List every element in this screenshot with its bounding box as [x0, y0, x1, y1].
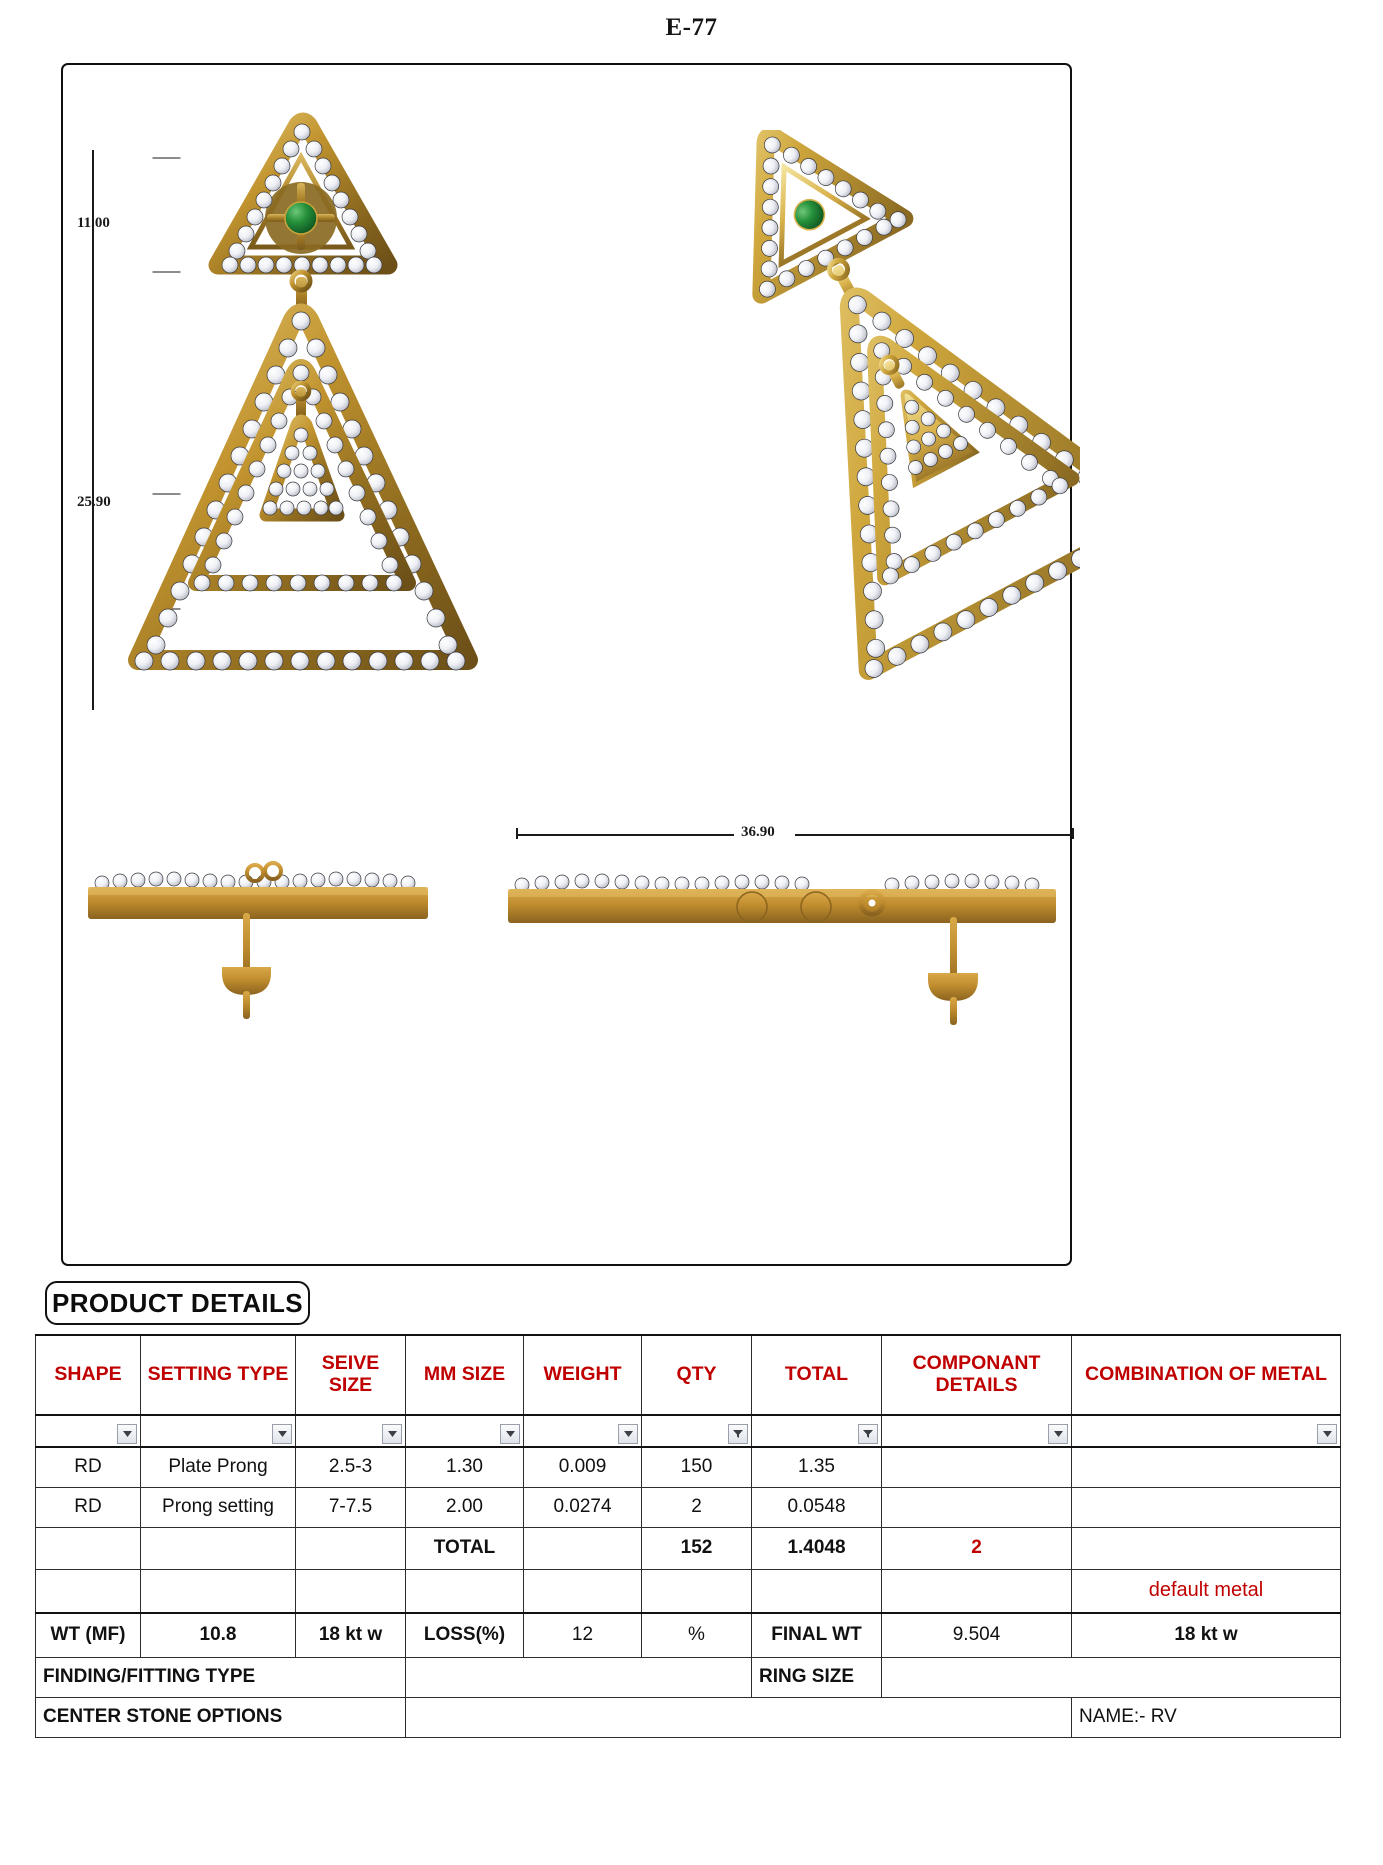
final-wt-value: 9.504: [882, 1613, 1072, 1657]
dimension-label-2590: 25.90: [77, 494, 111, 510]
ring-size-value: [882, 1657, 1341, 1697]
blank-cell-6: [642, 1569, 752, 1613]
final-wt-label: FINAL WT: [752, 1613, 882, 1657]
total-cell-componant-details: 2: [882, 1527, 1072, 1569]
cell-qty: 150: [642, 1447, 752, 1487]
page-title: E-77: [665, 14, 718, 41]
karat-value: 18 kt w: [296, 1613, 406, 1657]
column-header-seive-size: SEIVE SIZE: [296, 1335, 406, 1415]
filter-dropdown-icon[interactable]: [618, 1424, 638, 1444]
cell-qty: 2: [642, 1487, 752, 1527]
cell-shape: RD: [36, 1487, 141, 1527]
column-header-setting-type: SETTING TYPE: [141, 1335, 296, 1415]
filter-cell-shape[interactable]: [36, 1415, 141, 1447]
filter-cell-total[interactable]: [752, 1415, 882, 1447]
cell-weight: 0.009: [524, 1447, 642, 1487]
table-weight-row: [36, 1613, 1341, 1657]
blank-cell-8: [882, 1569, 1072, 1613]
filter-cell-mm-size[interactable]: [406, 1415, 524, 1447]
cell-setting-type: Plate Prong: [141, 1447, 296, 1487]
filter-cell-setting-type[interactable]: [141, 1415, 296, 1447]
blank-cell-7: [752, 1569, 882, 1613]
table-header-row: [36, 1335, 1341, 1415]
center-stone-options-value: [406, 1697, 1072, 1737]
total-cell-seive-size: [296, 1527, 406, 1569]
filter-dropdown-icon[interactable]: [272, 1424, 292, 1444]
default-metal-label: default metal: [1072, 1569, 1341, 1613]
finding-fitting-type-value: [406, 1657, 752, 1697]
filter-dropdown-icon[interactable]: [382, 1424, 402, 1444]
total-cell-qty: 152: [642, 1527, 752, 1569]
table-default-metal-row: [36, 1569, 1341, 1613]
cell-seive-size: 7-7.5: [296, 1487, 406, 1527]
cell-mm-size: 2.00: [406, 1487, 524, 1527]
total-cell-total: 1.4048: [752, 1527, 882, 1569]
loss-percent-unit: %: [642, 1613, 752, 1657]
earring-side-view-right-render: [500, 855, 1080, 1115]
product-details-section-label: PRODUCT DETAILS: [45, 1281, 310, 1325]
filter-cell-qty[interactable]: [642, 1415, 752, 1447]
product-details-table-wrapper: [35, 1334, 1340, 1738]
filter-dropdown-icon[interactable]: [500, 1424, 520, 1444]
loss-percent-label: LOSS(%): [406, 1613, 524, 1657]
dimension-endcap-left: [516, 828, 518, 839]
blank-cell-1: [36, 1569, 141, 1613]
total-cell-setting-type: [141, 1527, 296, 1569]
cell-weight: 0.0274: [524, 1487, 642, 1527]
table-row: [36, 1447, 1341, 1487]
finding-fitting-type-label: FINDING/FITTING TYPE: [36, 1657, 406, 1697]
total-cell-combination-of-metal: [1072, 1527, 1341, 1569]
dimension-label-3690: 36.90: [741, 824, 775, 840]
filter-dropdown-icon[interactable]: [1048, 1424, 1068, 1444]
wt-mf-label: WT (MF): [36, 1613, 141, 1657]
earring-side-view-left-render: [80, 855, 460, 1115]
table-center-stone-row: [36, 1697, 1341, 1737]
column-header-total: TOTAL: [752, 1335, 882, 1415]
dimension-endcap-right: [1072, 828, 1074, 839]
earring-perspective-view-render: [520, 130, 1080, 690]
loss-percent-value: 12: [524, 1613, 642, 1657]
cell-total: 0.0548: [752, 1487, 882, 1527]
blank-cell-5: [524, 1569, 642, 1613]
table-total-row: [36, 1527, 1341, 1569]
total-cell-shape: [36, 1527, 141, 1569]
cell-componant-details: [882, 1487, 1072, 1527]
table-row: [36, 1487, 1341, 1527]
column-header-combination-of-metal: COMBINATION OF METAL: [1072, 1335, 1341, 1415]
cell-total: 1.35: [752, 1447, 882, 1487]
column-header-weight: WEIGHT: [524, 1335, 642, 1415]
column-header-componant-details: COMPONANT DETAILS: [882, 1335, 1072, 1415]
filter-cell-seive-size[interactable]: [296, 1415, 406, 1447]
table-filter-row: [36, 1415, 1341, 1447]
total-cell-weight: [524, 1527, 642, 1569]
table-finding-row: [36, 1657, 1341, 1697]
dimension-label-11: 11.00: [77, 215, 110, 231]
dimension-axis-vertical: [92, 150, 94, 710]
designer-name-label: NAME:- RV: [1072, 1697, 1341, 1737]
cell-mm-size: 1.30: [406, 1447, 524, 1487]
filter-cell-combination-of-metal[interactable]: [1072, 1415, 1341, 1447]
filter-dropdown-icon[interactable]: [1317, 1424, 1337, 1444]
earring-front-view-render: [118, 105, 518, 695]
product-details-table: [35, 1334, 1341, 1738]
filter-active-icon[interactable]: [728, 1424, 748, 1444]
cell-combination-of-metal: [1072, 1447, 1341, 1487]
dimension-axis-horizontal-left: [516, 834, 734, 836]
filter-cell-componant-details[interactable]: [882, 1415, 1072, 1447]
cell-componant-details: [882, 1447, 1072, 1487]
column-header-shape: SHAPE: [36, 1335, 141, 1415]
cell-shape: RD: [36, 1447, 141, 1487]
metal-combination-value: 18 kt w: [1072, 1613, 1341, 1657]
cell-combination-of-metal: [1072, 1487, 1341, 1527]
center-stone-options-label: CENTER STONE OPTIONS: [36, 1697, 406, 1737]
cell-seive-size: 2.5-3: [296, 1447, 406, 1487]
total-label: TOTAL: [406, 1527, 524, 1569]
wt-mf-value: 10.8: [141, 1613, 296, 1657]
blank-cell-2: [141, 1569, 296, 1613]
cell-setting-type: Prong setting: [141, 1487, 296, 1527]
blank-cell-3: [296, 1569, 406, 1613]
ring-size-label: RING SIZE: [752, 1657, 882, 1697]
filter-dropdown-icon[interactable]: [117, 1424, 137, 1444]
blank-cell-4: [406, 1569, 524, 1613]
dimension-axis-horizontal-right: [795, 834, 1073, 836]
column-header-mm-size: MM SIZE: [406, 1335, 524, 1415]
filter-cell-weight[interactable]: [524, 1415, 642, 1447]
filter-active-icon[interactable]: [858, 1424, 878, 1444]
column-header-qty: QTY: [642, 1335, 752, 1415]
